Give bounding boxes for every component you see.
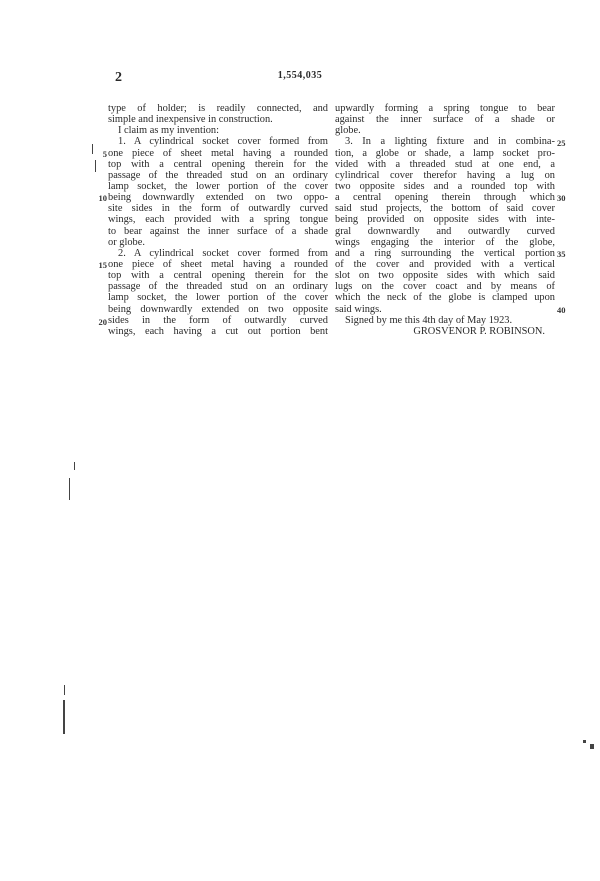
scan-mark xyxy=(92,144,93,154)
claim-1-start: 1. A cylindrical socket cover formed from xyxy=(118,136,328,148)
text-line: simple and inexpensive in construction. xyxy=(108,114,273,126)
text-line: gral downwardly and outwardly curved xyxy=(335,225,555,237)
text-line: site sides in the form of outwardly curved xyxy=(108,203,328,215)
text-line: wings engaging the interior of the globe, xyxy=(335,236,555,248)
text-line: being provided on opposite sides with inte- xyxy=(335,214,555,226)
text-line: lamp socket, the lower portion of the cover xyxy=(108,292,328,304)
scan-mark xyxy=(95,160,96,172)
left-text-column xyxy=(108,103,328,337)
text-line: lamp socket, the lower portion of the cover xyxy=(108,180,328,192)
text-line: passage of the threaded stud on an ordinary xyxy=(108,281,328,293)
text-line: slot on two opposite sides with which said xyxy=(335,270,555,282)
line-number: 25 xyxy=(557,138,566,148)
text-line: and a ring surrounding the vertical portion xyxy=(335,247,555,259)
scan-mark xyxy=(590,744,594,749)
text-line: or globe. xyxy=(108,236,145,248)
text-line: lugs on the cover coact and by means of xyxy=(335,281,555,293)
text-line: upwardly forming a spring tongue to bear xyxy=(335,103,555,114)
signature-date: Signed by me this 4th day of May 1923. xyxy=(345,314,513,326)
text-line: sides in the form of outwardly curved xyxy=(108,314,328,326)
text-line: said stud projects, the bottom of said cover xyxy=(335,203,555,215)
text-line: tion, a globe or shade, a lamp socket pro- xyxy=(335,147,555,159)
inventor-signature: GROSVENOR P. ROBINSON. xyxy=(413,325,545,337)
line-number: 20 xyxy=(98,317,107,327)
text-line: of the cover and provided with a vertical xyxy=(335,258,555,270)
line-number: 40 xyxy=(557,305,566,315)
line-number: 15 xyxy=(98,260,107,270)
text-line: one piece of sheet metal having a rounded xyxy=(108,258,328,270)
text-line: type of holder; is readily connected, and xyxy=(108,103,328,114)
text-line: being downwardly extended on two opposite xyxy=(108,303,328,315)
text-line: vided with a threaded stud at one end, a xyxy=(335,158,555,170)
claim-2-start: 2. A cylindrical socket cover formed from xyxy=(118,247,328,259)
line-number: 30 xyxy=(557,193,566,203)
page-number: 2 xyxy=(115,70,123,85)
text-line: globe. xyxy=(335,125,361,137)
text-line: passage of the threaded stud on an ordinary xyxy=(108,169,328,181)
text-line: to bear against the inner surface of a shade xyxy=(108,225,328,237)
claim-3-start: 3. In a lighting fixture and in combina- xyxy=(345,136,555,148)
scan-mark xyxy=(63,700,65,734)
patent-number: 1,554,035 xyxy=(277,70,323,81)
scan-mark xyxy=(74,462,75,470)
scan-mark xyxy=(69,478,70,500)
line-number: 5 xyxy=(102,149,107,159)
text-line: one piece of sheet metal having a rounded xyxy=(108,147,328,159)
line-number: 35 xyxy=(557,249,566,259)
text-line: top with a central opening therein for the xyxy=(108,270,328,282)
scan-mark xyxy=(583,740,586,743)
text-line: a central opening therein through which xyxy=(335,192,555,204)
right-text-column xyxy=(335,103,555,337)
text-line: cylindrical cover therefor having a lug on xyxy=(335,169,555,181)
text-line: being downwardly extended on two oppo- xyxy=(108,192,328,204)
line-number: 10 xyxy=(98,193,107,203)
text-line: against the inner surface of a shade or xyxy=(335,114,555,126)
text-line: wings, each having a cut out portion bent xyxy=(108,325,328,337)
scan-mark xyxy=(64,685,65,695)
text-line: said wings. xyxy=(335,303,382,315)
text-line: top with a central opening therein for the xyxy=(108,158,328,170)
text-line: which the neck of the globe is clamped upon xyxy=(335,292,555,304)
claims-intro: I claim as my invention: xyxy=(118,125,219,137)
text-line: two opposite sides and a rounded top with xyxy=(335,180,555,192)
text-line: wings, each provided with a spring tongue xyxy=(108,214,328,226)
